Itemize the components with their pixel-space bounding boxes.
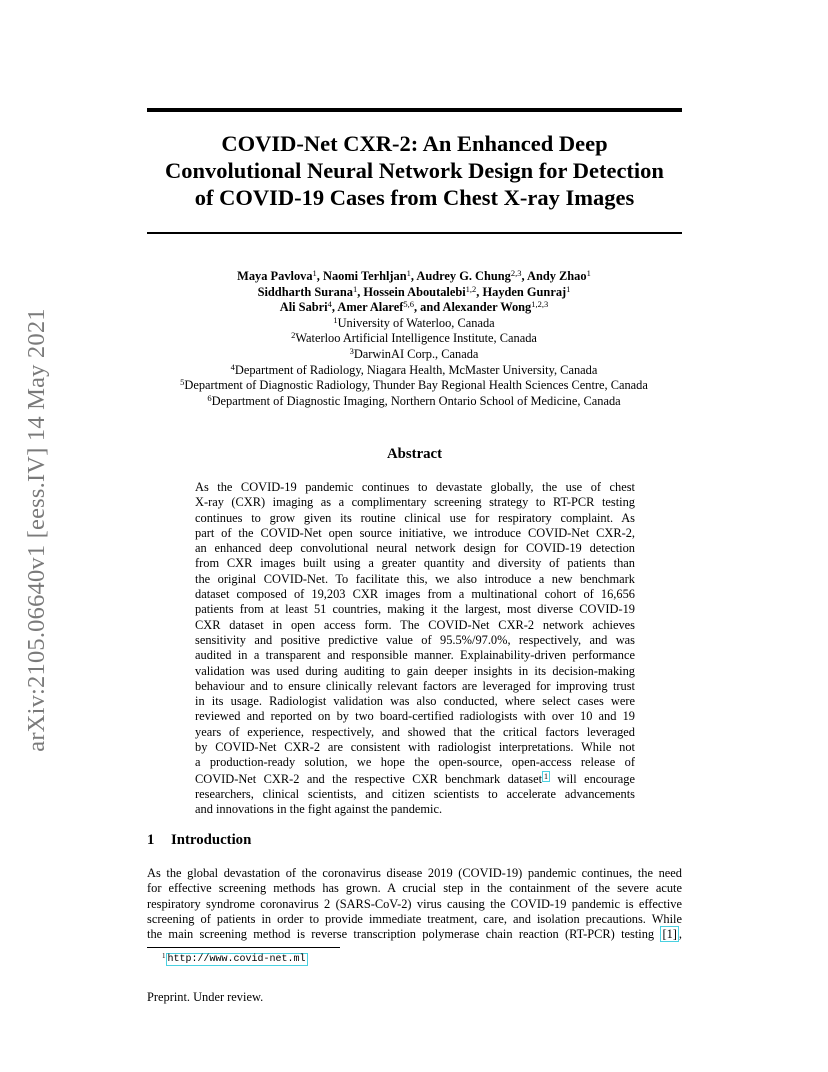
author-name: Maya Pavlova [237, 269, 313, 283]
title-line: of COVID-19 Cases from Chest X-ray Images [194, 185, 635, 210]
affiliation-mark: 1 [312, 268, 317, 278]
footnote-mark: 1 [162, 952, 166, 960]
abstract-line: X-ray (CXR) imaging as a complimentary screening strategy to RT-PCR testing [195, 495, 635, 510]
footnote-link[interactable]: 1 [544, 771, 549, 781]
author-name: , and Alexander Wong [413, 300, 532, 315]
paper-title [147, 130, 682, 211]
abstract-line: validation was used during auditing to gain deeper insights in its decision-making [195, 663, 635, 678]
affiliation-mark: 1 [566, 283, 571, 294]
intro-line: As the global devastation of the coronavirus disease 2019 (COVID-19) pandemic continues, the need [147, 866, 682, 880]
author-name: , Hossein Aboutalebi [357, 284, 466, 299]
affiliation: $^1$University of Waterloo, Canada [333, 314, 495, 330]
affiliation-mark: 2,3 [510, 268, 522, 278]
section-heading-introduction [147, 832, 251, 849]
affiliation: $^4$Department of Radiology, Niagara Health, McMaster University, Canada [230, 361, 598, 377]
affiliation-mark: 4 [327, 299, 332, 310]
abstract-line: dataset composed of 19,203 CXR images from a multinational cohort of 16,656 [195, 587, 635, 602]
abstract-line: a production-ready solution, we hope the open-source, open-access release of [195, 755, 635, 770]
abstract-line: and innovations in the fight against the pandemic. [195, 802, 443, 817]
abstract-line: CXR dataset in open access form. The COVID-Net CXR-2 network achieves [195, 617, 635, 632]
arxiv-identifier: arXiv:2105.06640v1 [eess.IV] 14 May 2021 [23, 308, 50, 752]
affiliation: $^6$Department of Diagnostic Imaging, Northern Ontario School of Medicine, Canada [207, 392, 621, 408]
affiliation-mark: 5,6 [403, 299, 414, 310]
abstract-line: part of the COVID-Net open source initiative, we introduce COVID-Net CXR-2, [195, 525, 635, 540]
abstract-text [195, 480, 635, 818]
author-name: , Amer Alaref [331, 300, 404, 315]
author-name: , Naomi Terhljan [316, 269, 407, 283]
author-block [100, 269, 728, 409]
title-line: COVID-Net CXR-2: An Enhanced Deep [221, 131, 608, 156]
abstract-line: audited in a transparent and responsible manner. Explainability-driven performance [195, 648, 635, 663]
affiliation: $^5$Department of Diagnostic Radiology, Thunder Bay Regional Health Sciences Centre, Canada [180, 377, 648, 393]
author-name: Siddharth Surana [257, 284, 353, 299]
abstract-line: behaviour and to ensure clinically relevant factors are leveraged for improving trust [195, 678, 635, 693]
abstract-line: COVID-Net CXR-2 and the respective CXR benchmark dataset 1 will encourage [195, 771, 635, 786]
affiliation-mark: 1 [352, 283, 358, 294]
intro-line: screening of patients in order to provide immediate treatment, care, and isolation precautions. While [147, 911, 682, 926]
abstract-line: sensitivity and positive predictive value of 95.5%/97.0%, respectively, and was [195, 632, 635, 647]
abstract-line: As the COVID-19 pandemic continues to devastate globally, the use of chest [195, 480, 635, 494]
author-name: , Andy Zhao [521, 269, 587, 283]
author-name: , Hayden Gunraj [476, 284, 567, 299]
abstract-line: an enhanced deep convolutional neural network design for COVID-19 detection [195, 541, 635, 556]
title-bottom-rule [147, 232, 682, 234]
arxiv-sidebar [22, 280, 52, 780]
author-name: , Audrey G. Chung [410, 269, 511, 283]
affiliation-mark: 1,2 [465, 283, 477, 294]
affiliation-mark: 1,2,3 [531, 299, 549, 310]
abstract-line: the original COVID-Net. To facilitate this, we also introduce a new benchmark [195, 571, 635, 586]
intro-line: for effective screening methods has grown. A crucial step in the containment of the severe acute [147, 881, 682, 896]
abstract-line: reviewed and reported on by two board-certified radiologists with over 10 and 19 [195, 709, 635, 724]
title-top-rule [147, 108, 682, 112]
author-line [100, 300, 728, 316]
affiliation-mark: 1 [586, 268, 591, 278]
author-line [100, 269, 728, 285]
affiliation: $^3$DarwinAI Corp., Canada [349, 345, 479, 361]
footnote-rule [147, 947, 340, 948]
citation-link[interactable]: [1] [662, 927, 677, 942]
title-line: Convolutional Neural Network Design for Detection [165, 158, 664, 183]
footnote-url-link[interactable]: http://www.covid-net.ml [167, 954, 306, 965]
abstract-line: in its usage. Radiologist validation was also conducted, where select cases were [195, 694, 635, 709]
abstract-heading: Abstract [386, 446, 443, 462]
abstract-line: years of experience, respectively, and showed that the critical factors leveraged [195, 724, 635, 739]
abstract-line: from CXR images built using a greater quantity and diversity of patients than [195, 556, 635, 571]
author-name: Ali Sabri [279, 300, 328, 315]
intro-line: the main screening method is reverse transcription polymerase chain reaction (RT-PCR) testing [1] , [147, 927, 682, 942]
abstract-line: researchers, clinical scientists, and citizen scientists to accelerate advancements [195, 786, 635, 801]
affiliation-mark: 1 [406, 268, 411, 278]
abstract-line: continues to grow given its routine clinical use for respiratory complaint. As [195, 510, 635, 525]
abstract-line: patients from at least 51 countries, making it the largest, most diverse COVID-19 [195, 602, 635, 617]
affiliation: $^2$Waterloo Artificial Intelligence Institute, Canada [291, 330, 537, 346]
footnote [162, 952, 308, 965]
section-number: 1 [147, 832, 155, 848]
intro-line: respiratory syndrome coronavirus 2 (SARS-CoV-2) virus causing the COVID-19 pandemic is effective [147, 896, 682, 911]
section-title: Introduction [171, 832, 252, 848]
author-line [100, 285, 728, 301]
introduction-text [147, 866, 682, 942]
abstract-line: by COVID-Net CXR-2 are consistent with radiologist interpretations. While not [195, 740, 635, 755]
preprint-notice: Preprint. Under review. [147, 990, 264, 1004]
